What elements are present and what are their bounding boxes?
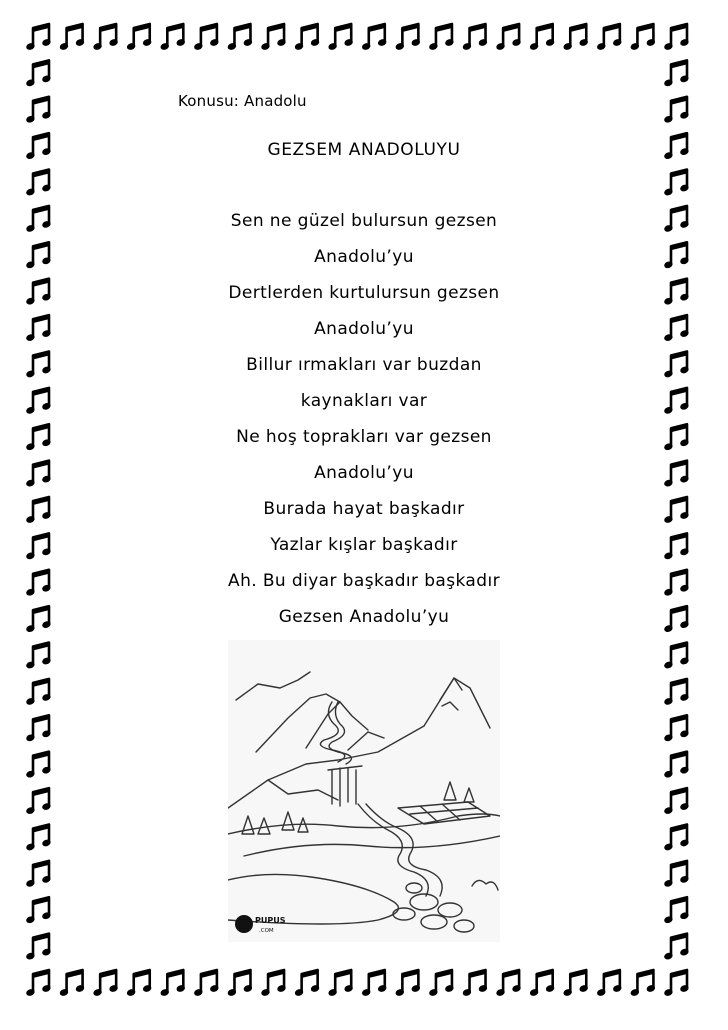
music-note-icon xyxy=(495,970,521,997)
music-note-icon xyxy=(529,970,555,997)
music-note-icon xyxy=(327,970,353,997)
music-note-icon xyxy=(25,24,51,51)
poem-line: Sen ne güzel bulursun gezsen xyxy=(230,211,498,231)
music-note-icon xyxy=(663,970,689,997)
svg-text:.COM: .COM xyxy=(259,928,274,934)
music-note-icon xyxy=(563,970,589,997)
poem-line: Burada hayat başkadır xyxy=(263,499,465,519)
music-note-icon xyxy=(260,24,286,51)
music-note-icon xyxy=(630,24,656,51)
poem-line: Billur ırmakları var buzdan xyxy=(246,355,482,375)
music-note-icon xyxy=(294,24,320,51)
music-note-icon xyxy=(92,24,118,51)
music-note-icon xyxy=(59,24,85,51)
svg-text:PUPUS: PUPUS xyxy=(255,916,286,925)
music-note-icon xyxy=(428,24,454,51)
music-note-icon xyxy=(25,788,51,815)
music-note-icon xyxy=(663,824,689,851)
music-note-icon xyxy=(25,824,51,851)
music-note-icon xyxy=(25,934,51,961)
music-note-icon xyxy=(25,752,51,779)
music-note-icon xyxy=(260,970,286,997)
music-note-icon xyxy=(663,715,689,742)
music-note-icon xyxy=(25,970,51,997)
music-note-icon xyxy=(294,970,320,997)
music-note-icon xyxy=(663,861,689,888)
poem-lines xyxy=(0,203,728,635)
poem-line: Anadolu’yu xyxy=(314,319,414,339)
poem-line: Ah. Bu diyar başkadır başkadır xyxy=(228,571,500,591)
music-note-icon xyxy=(596,970,622,997)
music-note-icon xyxy=(663,897,689,924)
music-note-icon xyxy=(462,24,488,51)
music-note-icon xyxy=(25,897,51,924)
music-note-icon xyxy=(25,60,51,87)
poem-line: Anadolu’yu xyxy=(314,463,414,483)
music-note-icon xyxy=(193,24,219,51)
mountain-landscape-icon xyxy=(228,640,500,942)
music-note-icon xyxy=(663,934,689,961)
music-note-icon xyxy=(563,24,589,51)
music-note-icon xyxy=(395,970,421,997)
music-note-icon xyxy=(227,24,253,51)
music-note-icon xyxy=(126,970,152,997)
music-note-icon xyxy=(630,970,656,997)
music-note-icon xyxy=(25,679,51,706)
music-note-icon xyxy=(663,679,689,706)
music-note-icon xyxy=(193,970,219,997)
music-note-icon xyxy=(663,60,689,87)
poem-title: GEZSEM ANADOLUYU xyxy=(267,140,461,160)
music-note-icon xyxy=(663,788,689,815)
music-note-icon xyxy=(663,24,689,51)
topic-label: Konusu: Anadolu xyxy=(178,92,307,110)
music-note-icon xyxy=(25,170,51,197)
poem-line: Anadolu’yu xyxy=(314,247,414,267)
music-note-icon xyxy=(596,24,622,51)
music-note-icon xyxy=(126,24,152,51)
music-note-icon xyxy=(160,970,186,997)
music-note-icon xyxy=(663,170,689,197)
music-note-icon xyxy=(92,970,118,997)
poem-line: kaynakları var xyxy=(300,391,428,411)
music-note-icon xyxy=(25,861,51,888)
poem-line: Ne hoş toprakları var gezsen xyxy=(236,427,492,447)
music-note-icon xyxy=(428,970,454,997)
music-note-icon xyxy=(495,24,521,51)
poem-line: Yazlar kışlar başkadır xyxy=(270,535,458,555)
music-note-icon xyxy=(663,97,689,124)
music-note-icon xyxy=(327,24,353,51)
music-note-icon xyxy=(663,643,689,670)
music-note-icon xyxy=(361,24,387,51)
music-note-icon xyxy=(59,970,85,997)
music-note-icon xyxy=(25,97,51,124)
music-note-icon xyxy=(160,24,186,51)
music-note-icon xyxy=(361,970,387,997)
music-note-icon xyxy=(227,970,253,997)
poem-line: Gezsen Anadolu’yu xyxy=(278,607,450,627)
music-note-icon xyxy=(25,643,51,670)
music-note-icon xyxy=(395,24,421,51)
music-note-icon xyxy=(25,715,51,742)
poem-line: Dertlerden kurtulursun gezsen xyxy=(228,283,500,303)
music-note-icon xyxy=(663,752,689,779)
music-note-icon xyxy=(529,24,555,51)
music-note-icon xyxy=(462,970,488,997)
